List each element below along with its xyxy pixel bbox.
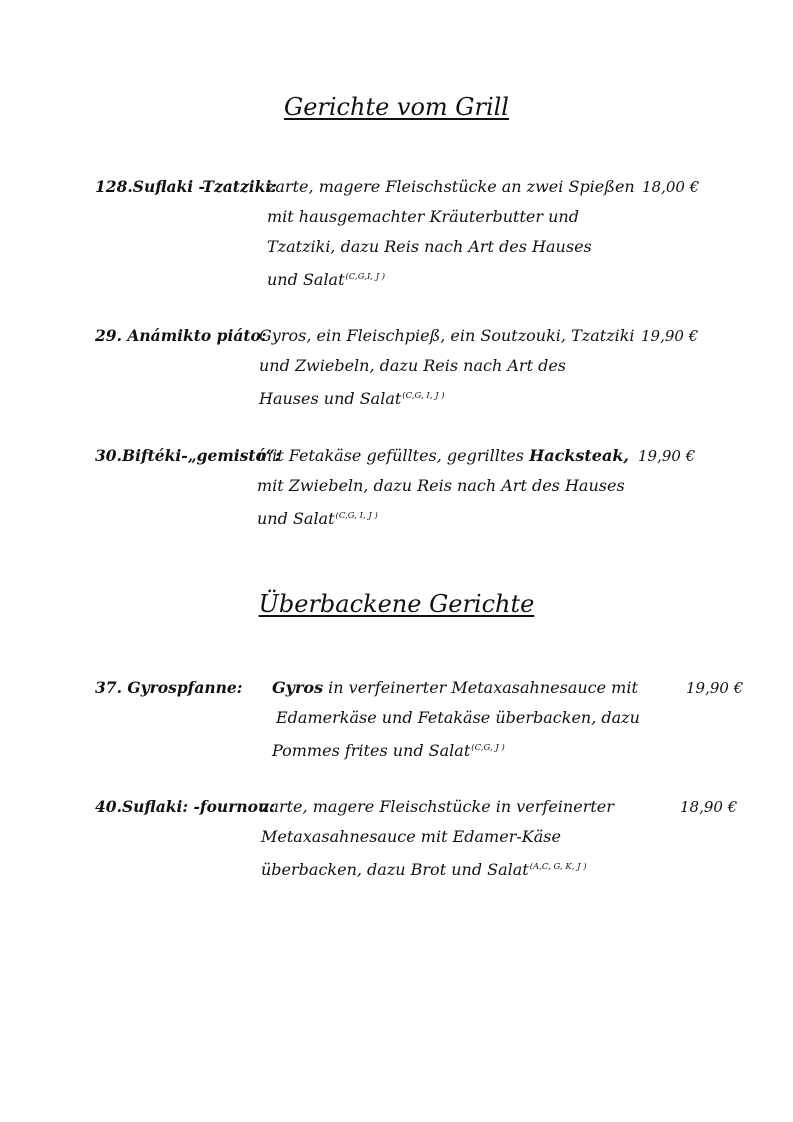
description-line: zarte, magere Fleischstücke an zwei Spießen — [267, 177, 635, 196]
description-line-last — [259, 381, 635, 414]
section-title-grill: Gerichte vom Grill — [284, 93, 509, 121]
dish-price: 19,90 € — [641, 327, 699, 345]
dish-description — [261, 792, 614, 885]
description-highlight: Hacksteak, — [529, 446, 629, 465]
section-title-ueberbacken: Überbackene Gerichte — [258, 590, 535, 618]
dish-name: 30.Biftéki-„gemistó“: — [95, 446, 281, 465]
description-text: in verfeinerter Metaxasahnesauce mit — [323, 678, 638, 697]
description-line-last — [257, 501, 629, 534]
description-text: Hauses und Salat — [259, 389, 402, 408]
description-text: und Salat — [267, 270, 345, 289]
description-text: überbacken, dazu Brot und Salat — [261, 860, 529, 879]
description-line: mit hausgemachter Kräuterbutter und — [267, 207, 579, 226]
description-line: Tzatziki, dazu Reis nach Art des Hauses — [267, 237, 592, 256]
dish-description — [259, 321, 635, 414]
description-text: Pommes frites und Salat — [272, 741, 471, 760]
description-line-last — [261, 852, 614, 885]
dish-price: 18,00 € — [642, 178, 700, 196]
dish-price: 19,90 € — [686, 679, 744, 697]
description-line: und Zwiebeln, dazu Reis nach Art des — [259, 356, 567, 375]
dish-description — [272, 673, 640, 766]
description-text: und Salat — [257, 509, 335, 528]
dish-name: 37. Gyrospfanne: — [95, 678, 243, 697]
description-line-last — [272, 733, 640, 766]
dish-name: 128.Suflaki -Tzatziki: — [95, 177, 277, 196]
dish-price: 18,90 € — [680, 798, 738, 816]
description-line-last — [267, 262, 635, 295]
dish-price: 19,90 € — [638, 447, 696, 465]
description-line: Gyros, ein Fleischpieß, ein Soutzouki, Tzatziki — [259, 326, 635, 345]
description-line: mit Zwiebeln, dazu Reis nach Art des Hauses — [257, 476, 625, 495]
description-line — [272, 673, 640, 703]
allergen-codes: (C,G, J ) — [471, 743, 505, 753]
description-highlight: Gyros — [272, 678, 324, 697]
description-line: Edamerkäse und Fetakäse überbacken, dazu — [276, 708, 640, 727]
dish-description — [267, 172, 635, 295]
description-text: mit Fetakäse gefülltes, gegrilltes — [257, 446, 530, 465]
description-line: Metaxasahnesauce mit Edamer-Käse — [261, 827, 561, 846]
dish-name: 29. Anámikto piáto: — [95, 326, 267, 345]
allergen-codes: (A,C, G, K, J ) — [529, 862, 587, 872]
dish-description — [257, 441, 629, 534]
description-line — [257, 441, 629, 471]
allergen-codes: (C,G,I, J ) — [345, 272, 386, 282]
allergen-codes: (C,G, I, J ) — [402, 391, 445, 401]
allergen-codes: (C,G, I, J ) — [335, 511, 378, 521]
description-line: zarte, magere Fleischstücke in verfeinerter — [261, 797, 614, 816]
dish-name: 40.Suflaki: -fournou: — [95, 797, 275, 816]
